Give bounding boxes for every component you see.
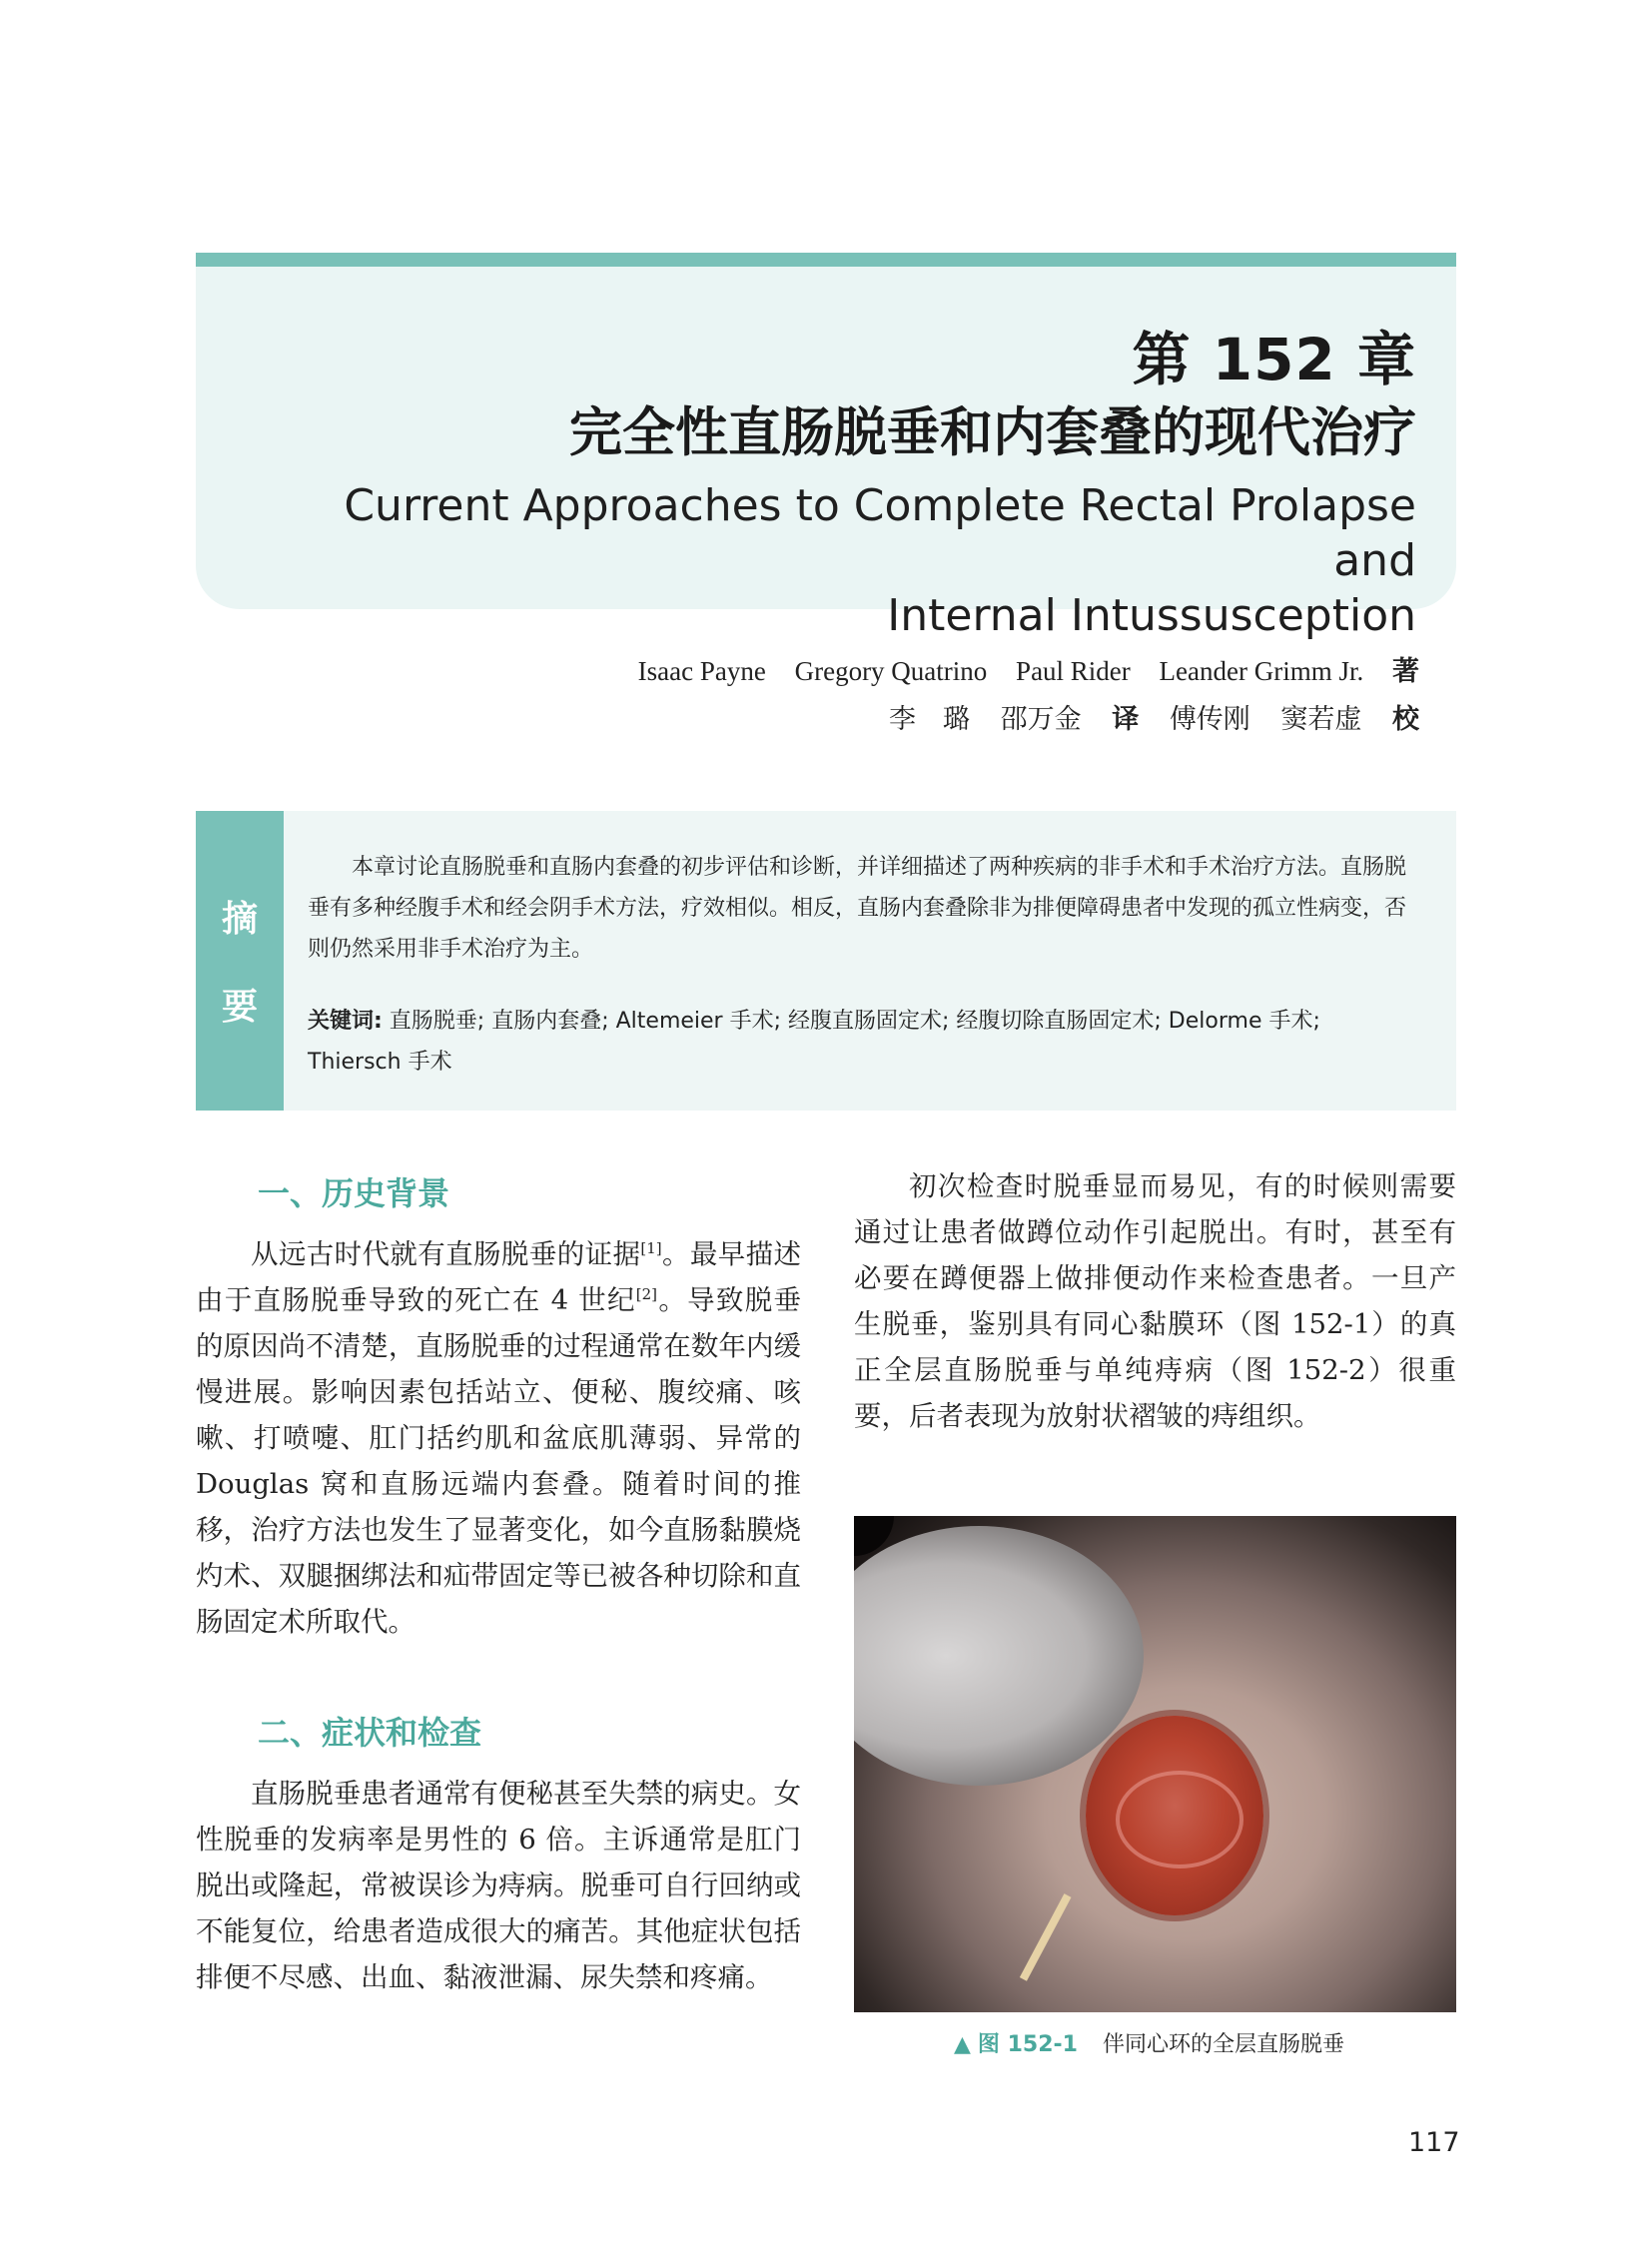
abstract-label: [196, 811, 284, 1111]
reviewer-name: 窦若虚: [1280, 704, 1362, 735]
reviewers-role: 校: [1392, 704, 1419, 735]
photo-probe: [1020, 1893, 1072, 1981]
figure-caption: [854, 2027, 1456, 2058]
symptoms-paragraph: [196, 1771, 801, 2000]
section-heading-history: 一、历史背景: [258, 1174, 450, 1212]
history-text-c: 。导致脱垂的原因尚不清楚，直肠脱垂的过程通常在数年内缓慢进展。影响因素包括站立、便秘、腹绞痛、咳嗽、打喷嚏、肛门括约肌和盆底肌薄弱、异常的 Douglas 窝和直肠远端内套叠。随着时间的推移，治疗方法也发生了显著变化，如今直肠黏膜烧灼术、双腿捆绑法和疝带固定等已被各种切除和直肠固定术所取代。: [196, 1284, 802, 1638]
translator-name: 邵万金: [1000, 704, 1082, 735]
translator-name: 李 璐: [889, 704, 971, 735]
figure-152-1-photo: [854, 1516, 1456, 2012]
title-en-line-2: Internal Intussusception: [887, 590, 1416, 641]
author-name: Isaac Payne: [637, 656, 766, 686]
citation-ref-1[interactable]: [1]: [640, 1238, 662, 1257]
keywords: [308, 1001, 1416, 1083]
keywords-list: 直肠脱垂; 直肠内套叠; Altemeier 手术; 经腹直肠固定术; 经腹切除直肠固定术; Delorme 手术; Thiersch 手术: [308, 1009, 1320, 1075]
chapter-title-chinese: 完全性直肠脱垂和内套叠的现代治疗: [569, 402, 1416, 463]
authors-role: 著: [1392, 656, 1419, 687]
chapter-title-english: [268, 478, 1416, 643]
photo-drape: [854, 1526, 1144, 1786]
history-paragraph: [196, 1231, 801, 1645]
author-name: Paul Rider: [1016, 656, 1131, 686]
right-column-paragraph: [854, 1163, 1456, 1439]
figure-caption-text: 伴同心环的全层直肠脱垂: [1102, 2032, 1344, 2057]
figure-number: 图 152-1: [977, 2032, 1078, 2057]
keywords-label: 关键词:: [308, 1009, 383, 1034]
chapter-number: 第 152 章: [1132, 326, 1416, 393]
photo-concentric-ring: [1116, 1771, 1243, 1868]
symptoms-text: 直肠脱垂患者通常有便秘甚至失禁的病史。女性脱垂的发病率是男性的 6 倍。主诉通常是肛门脱出或隆起，常被误诊为痔病。脱垂可自行回纳或不能复位，给患者造成很大的痛苦。其他症状包括排便不尽感、出血、黏液泄漏、尿失禁和疼痛。: [196, 1778, 801, 1993]
section-heading-symptoms: 二、症状和检查: [258, 1714, 482, 1752]
abstract-label-char-1: 摘: [221, 899, 258, 940]
author-name: Leander Grimm Jr.: [1159, 656, 1364, 686]
translators-line: [867, 697, 1419, 736]
citation-ref-2[interactable]: [2]: [635, 1284, 658, 1303]
history-text-a: 从远古时代就有直肠脱垂的证据: [251, 1238, 641, 1270]
caption-triangle-icon: ▲: [954, 2032, 971, 2057]
history-text-b: 。最早描述由于直肠脱垂导致的死亡在 4 世纪: [196, 1238, 802, 1316]
reviewer-name: 傅传刚: [1169, 704, 1250, 735]
examination-text: 初次检查时脱垂显而易见，有的时候则需要通过让患者做蹲位动作引起脱出。有时，甚至有必要在蹲便器上做排便动作来检查患者。一旦产生脱垂，鉴别具有同心黏膜环（图 152-1）的真正全层直肠脱垂与单纯痔病（图 152-2）很重要，后者表现为放射状褶皱的痔组织。: [854, 1170, 1456, 1432]
author-name: Gregory Quatrino: [794, 656, 988, 686]
translators-role: 译: [1112, 704, 1140, 735]
title-en-line-1: Current Approaches to Complete Rectal Prolapse and: [344, 480, 1416, 586]
page-number: 117: [1408, 2127, 1460, 2158]
abstract-text: 本章讨论直肠脱垂和直肠内套叠的初步评估和诊断，并详细描述了两种疾病的非手术和手术治疗方法。直肠脱垂有多种经腹手术和经会阴手术方法，疗效相似。相反，直肠内套叠除非为排便障碍患者中发现的孤立性病变，否则仍然采用非手术治疗为主。: [308, 855, 1407, 962]
chapter-header: [196, 253, 1456, 641]
authors-line: [616, 649, 1419, 688]
abstract-box: [196, 811, 1456, 1111]
abstract-label-char-2: 要: [221, 987, 258, 1028]
